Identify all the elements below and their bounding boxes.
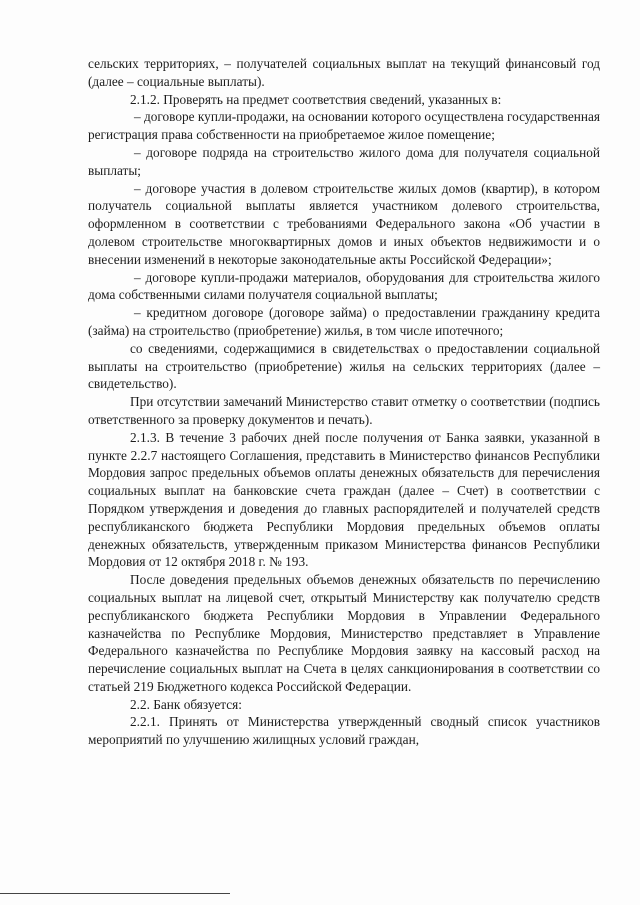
paragraph-continuation: сельских территориях, – получателей социальных выплат на текущий финансовый год (далее – социальные выплаты).: [88, 56, 600, 89]
clause-2-1-3: 2.1.3. В течение 3 рабочих дней после получения от Банка заявки, указанной в пункте 2.2.7 настоящего Соглашения, представить в Министерство финансов Республики Мордовия запрос предельных объемов оплаты денежных обязательств для перечисления социальных выплат на банковские счета граждан (далее – Счет) в соответствии с Порядком утверждения и доведения до главных распорядителей и получателей средств республиканского бюджета Республики Мордовия предельных объемов оплаты денежных обязательств, утвержденным приказом Министерства финансов Республики Мордовия от 12 октября 2018 г. № 193.: [88, 429, 600, 570]
list-item-sale-contract: – договоре купли-продажи, на основании которого осуществлена государственная регистрация права собственности на приобретаемое жилое помещение;: [88, 109, 600, 143]
list-item-materials-contract: – договоре купли-продажи материалов, оборудования для строительства жилого дома собственными силами получателя социальной выплаты;: [88, 269, 600, 303]
document-body: [88, 55, 600, 749]
paragraph-after-limits: После доведения предельных объемов денежных обязательств по перечислению социальных выплат на лицевой счет, открытый Министерству как получателю средств республиканского бюджета Республики Мордовия в Управлении Федерального казначейства по Республике Мордовия, Министерство представляет в Управление Федерального казначейства по Республике Мордовия заявку на кассовый расход на перечисление социальных выплат на Счета в целях санкционирования в соответствии со статьей 219 Бюджетного кодекса Российской Федерации.: [88, 572, 600, 694]
footnote-divider: [0, 893, 230, 894]
list-item-shared-construction: – договоре участия в долевом строительстве жилых домов (квартир), в котором получатель социальной выплаты является участником долевого строительства, оформленном в соответствии с требованиями Федерального закона «Об участии в долевом строительстве многоквартирных домов и иных объектов недвижимости и о внесении изменений в некоторые законодательные акты Российской Федерации»;: [88, 180, 600, 267]
list-item-construction-contract: – договоре подряда на строительство жилого дома для получателя социальной выплаты;: [88, 144, 600, 178]
clause-2-2-heading: 2.2. Банк обязуется:: [130, 696, 242, 712]
list-item-loan-agreement: – кредитном договоре (договоре займа) о предоставлении гражданину кредита (займа) на строительство (приобретение) жилья, в том числе ипотечного;: [88, 305, 600, 338]
clause-2-1-2: 2.1.2. Проверять на предмет соответствия сведений, указанных в:: [130, 91, 502, 107]
paragraph-no-remarks: При отсутствии замечаний Министерство ставит отметку о соответствии (подпись ответственного за проверку документов и печать).: [88, 394, 600, 427]
clause-2-2-1: 2.2.1. Принять от Министерства утвержденный сводный список участников мероприятий по улучшению жилищных условий граждан,: [88, 714, 600, 748]
paragraph-certificate-info: со сведениями, содержащимися в свидетельствах о предоставлении социальной выплаты на строительство (приобретение) жилья на сельских территориях (далее – свидетельство).: [88, 340, 600, 392]
